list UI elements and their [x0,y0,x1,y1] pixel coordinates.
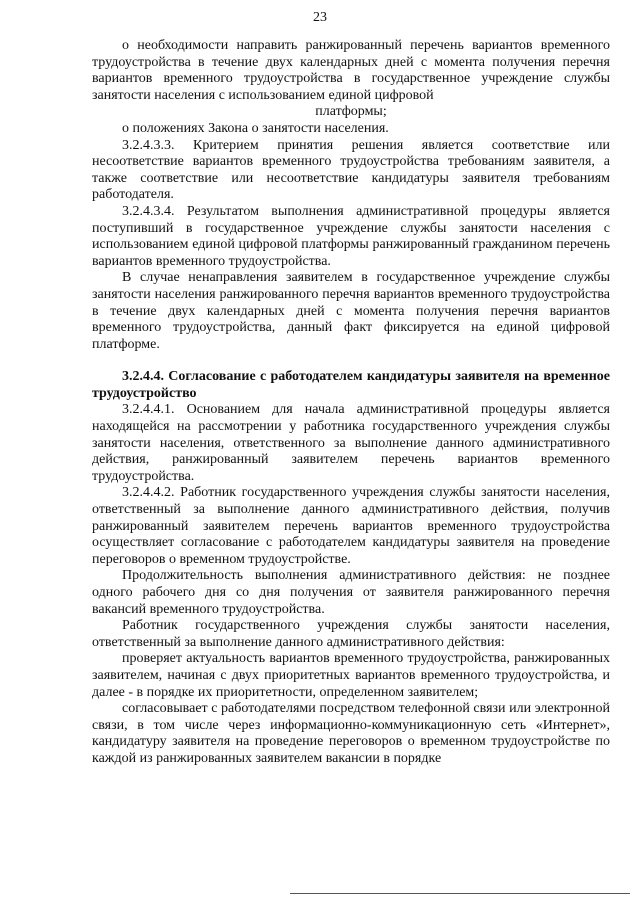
paragraph-checks-relevance: проверяет актуальность вариантов временного трудоустройства, ранжированных заявителем, начиная с двух приоритетных вариантов временного трудоустройства, и далее - в порядке их приоритетности, определенном заявителем; [92,651,610,700]
paragraph-3-2-4-4-1: 3.2.4.4.1. Основанием для начала административной процедуры является находящейся на рассмотрении у работника государственного учреждения службы занятости населения, ответственного за выполнение данного административного действия, ранжированный заявителем перечень вариантов временного трудоустройства. [92,402,610,484]
paragraph-responsible-worker: Работник государственного учреждения службы занятости населения, ответственный за выполнение данного административного действия: [92,618,610,650]
paragraph-non-submission: В случае ненаправления заявителем в государственное учреждение службы занятости населения ранжированного перечня вариантов временного трудоустройства в течение двух календарных дней с момента получения перечня вариантов временного трудоустройства, данный факт фиксируется на единой цифровой платформе. [92,270,610,352]
paragraph-3-2-4-4-2: 3.2.4.4.2. Работник государственного учреждения службы занятости населения, ответственный за выполнение данного административного действия, получив ранжированный заявителем перечень вариантов временного трудоустройства осуществляет согласование с работодателем кандидатуры заявителя на проведение переговоров о временном трудоустройстве. [92,485,610,567]
paragraph-duration: Продолжительность выполнения административного действия: не позднее одного рабочего дня со дня получения от заявителя ранжированного перечня вакансий временного трудоустройства. [92,568,610,617]
paragraph-employment-law: о положениях Закона о занятости населения. [122,120,389,136]
paragraph-3-2-4-3-3: 3.2.4.3.3. Критерием принятия решения является соответствие или несоответствие вариантов временного трудоустройства требованиям заявителя, а также соответствие или несоответствие кандидатуры заявителя требованиям работодателя. [92,137,610,203]
footer-rule [290,893,630,894]
paragraph-notify-ranked-list: о необходимости направить ранжированный перечень вариантов временного трудоустройства в течение двух календарных дней с момента получения перечня вариантов временного трудоустройства в государственное учреждение службы занятости населения с использованием единой цифровой [92,38,610,103]
section-spacer [92,353,610,369]
page-number: 23 [313,10,327,25]
paragraph-coordinates-employers: согласовывает с работодателями посредством телефонной связи или электронной связи, в том числе через информационно-коммуникационную сеть «Интернет», кандидатуру заявителя на проведение переговоров о временном трудоустройстве по каждой из ранжированных заявителем вакансии в порядке [92,701,610,766]
paragraph-platform-continuation: платформы; [315,104,387,120]
paragraph-3-2-4-3-4: 3.2.4.3.4. Результатом выполнения административной процедуры является поступивший в государственное учреждение службы занятости населения с использованием единой цифровой платформы ранжированный гражданином перечень вариантов временного трудоустройства. [92,203,610,269]
document-body [92,38,610,768]
section-heading-3-2-4-4: 3.2.4.4. Согласование с работодателем кандидатуры заявителя на временное трудоустройство [92,369,610,401]
